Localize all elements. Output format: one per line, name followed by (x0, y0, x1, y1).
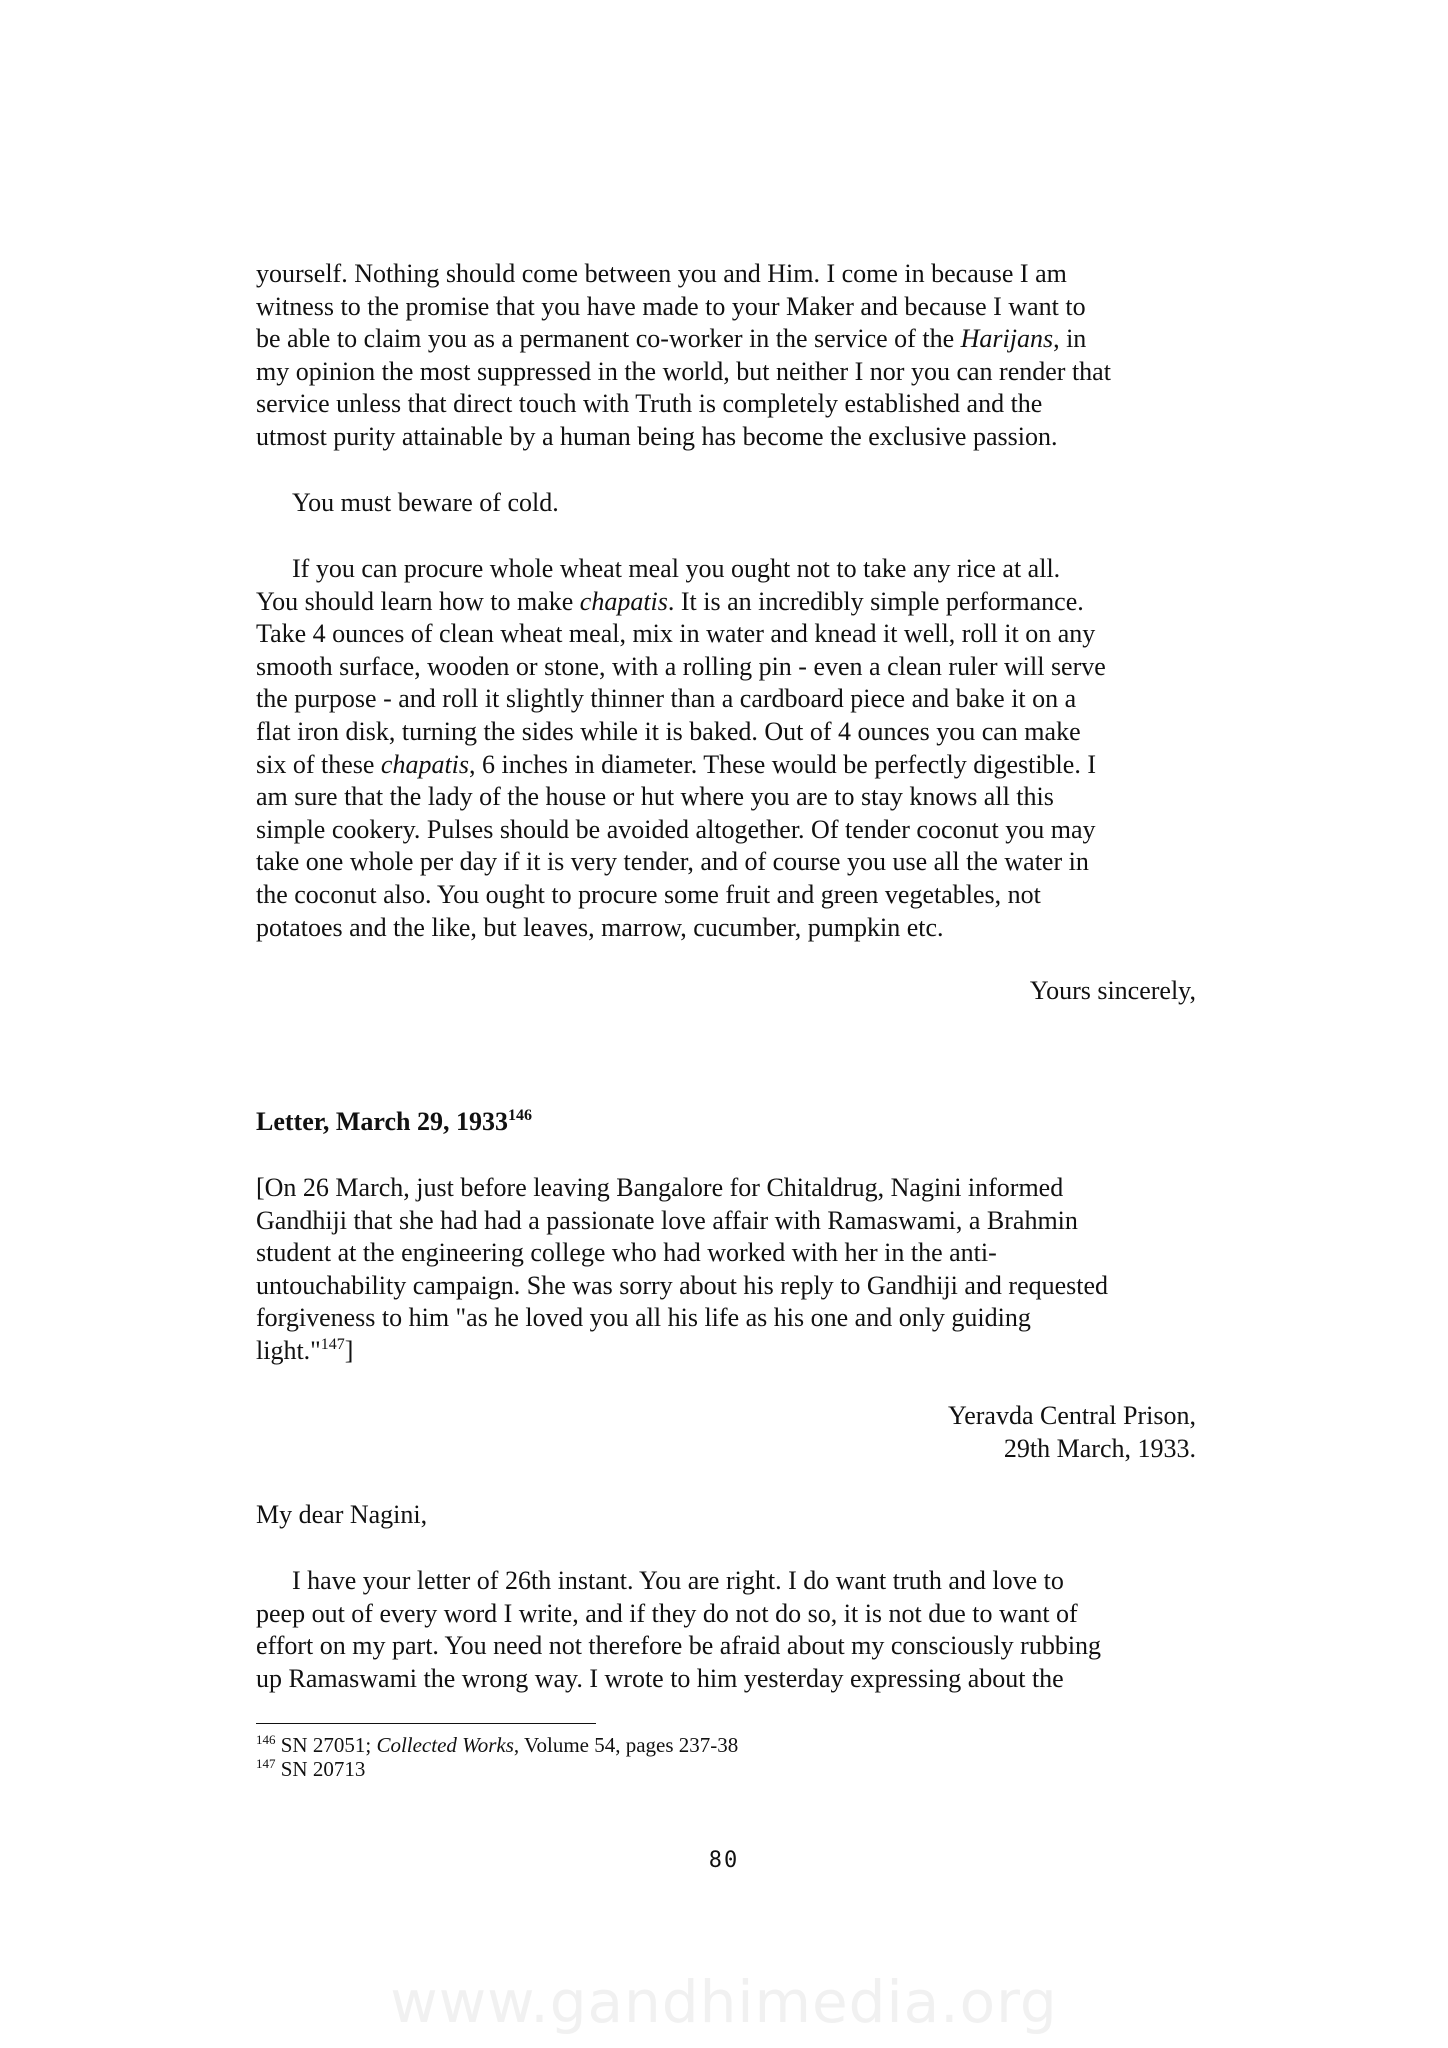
footnote-divider (256, 1723, 596, 1724)
text-line: yourself. Nothing should come between you and Him. I come in because I am (256, 259, 1067, 288)
text-line: untouchability campaign. She was sorry about his reply to Gandhiji and requested (256, 1270, 1109, 1300)
page-number: 80 (708, 1848, 740, 1873)
text-line: my opinion the most suppressed in the world, but neither I nor you can render that (256, 356, 1111, 386)
paragraph-reply (256, 1565, 1196, 1695)
text-line: am sure that the lady of the house or hut where you are to stay knows all this (256, 782, 1054, 812)
sender-address (256, 1400, 1196, 1465)
text-line: effort on my part. You need not therefore be afraid about my consciously rubbing (256, 1631, 1102, 1661)
text-line: student at the engineering college who had worked with her in the anti- (256, 1238, 997, 1268)
italic-term: Harijans (960, 324, 1054, 354)
section-heading (256, 1106, 1196, 1139)
address-line: Yeravda Central Prison, (948, 1401, 1196, 1430)
text-line: the coconut also. You ought to procure some fruit and green vegetables, not (256, 879, 1041, 909)
text-line: If you can procure whole wheat meal you ought not to take any rice at all. (292, 554, 1061, 583)
text-line: six of these chapatis, 6 inches in diameter. These would be perfectly digestible. I (256, 749, 1096, 779)
footnote: $^{147}$ SN 20713 (256, 1756, 366, 1781)
closing (256, 975, 1196, 1008)
text-line: You must beware of cold. (292, 488, 559, 517)
italic-term: chapatis (579, 586, 668, 616)
text-line: forgiveness to him "as he loved you all his life as his one and only guiding (256, 1303, 1031, 1333)
text-line: take one whole per day if it is very tender, and of course you use all the water in (256, 847, 1089, 877)
text-line: Take 4 ounces of clean wheat meal, mix in water and knead it well, roll it on any (256, 619, 1096, 649)
text-line: flat iron disk, turning the sides while it is baked. Out of 4 ounces you can make (256, 716, 1081, 746)
salutation-line: My dear Nagini, (256, 1500, 428, 1529)
text-line: the purpose - and roll it slightly thinner than a cardboard piece and bake it on a (256, 684, 1077, 714)
footnote-ref: 146 (508, 1107, 533, 1124)
text-line: witness to the promise that you have made to your Maker and because I want to (256, 291, 1086, 321)
salutation (256, 1499, 1196, 1532)
text-line: utmost purity attainable by a human being has become the exclusive passion. (256, 421, 1058, 451)
closing-line: Yours sincerely, (1029, 976, 1196, 1005)
text-line: up Ramaswami the wrong way. I wrote to him yesterday expressing about the (256, 1663, 1064, 1693)
paragraph-cold (256, 487, 1196, 520)
text-line: smooth surface, wooden or stone, with a rolling pin - even a clean ruler will serve (256, 651, 1106, 681)
paragraph-diet (256, 553, 1196, 944)
address-line: 29th March, 1933. (1003, 1433, 1196, 1463)
text-line: I have your letter of 26th instant. You are right. I do want truth and love to (292, 1566, 1064, 1595)
text-line: You should learn how to make chapatis. It is an incredibly simple performance. (256, 586, 1084, 616)
italic-term: chapatis (380, 749, 470, 779)
footnote-ref: 147 (320, 1335, 345, 1353)
text-line: [On 26 March, just before leaving Bangalore for Chitaldrug, Nagini informed (256, 1173, 1064, 1202)
editorial-note (256, 1172, 1196, 1368)
footnote: $^{146}$ SN 27051; Collected Works, Volume 54, pages 237-38 (256, 1732, 739, 1757)
footnotes (256, 1733, 738, 1781)
text-line: potatoes and the like, but leaves, marrow, cucumber, pumpkin etc. (256, 912, 944, 942)
text-line: be able to claim you as a permanent co-worker in the service of the Harijans, in (256, 324, 1087, 354)
text-line: Gandhiji that she had had a passionate love affair with Ramaswami, a Brahmin (256, 1205, 1078, 1235)
text-line: light."$^{147}$] (256, 1335, 354, 1365)
text-line: peep out of every word I write, and if they do not do so, it is not due to want of (256, 1598, 1078, 1628)
watermark: www.gandhimedia.org (390, 1968, 1058, 2036)
text-line: simple cookery. Pulses should be avoided altogether. Of tender coconut you may (256, 814, 1096, 844)
heading-line: Letter, March 29, 1933$^{146}$ (256, 1107, 533, 1136)
text-line: service unless that direct touch with Truth is completely established and the (256, 389, 1043, 419)
paragraph-continuation (256, 258, 1196, 454)
